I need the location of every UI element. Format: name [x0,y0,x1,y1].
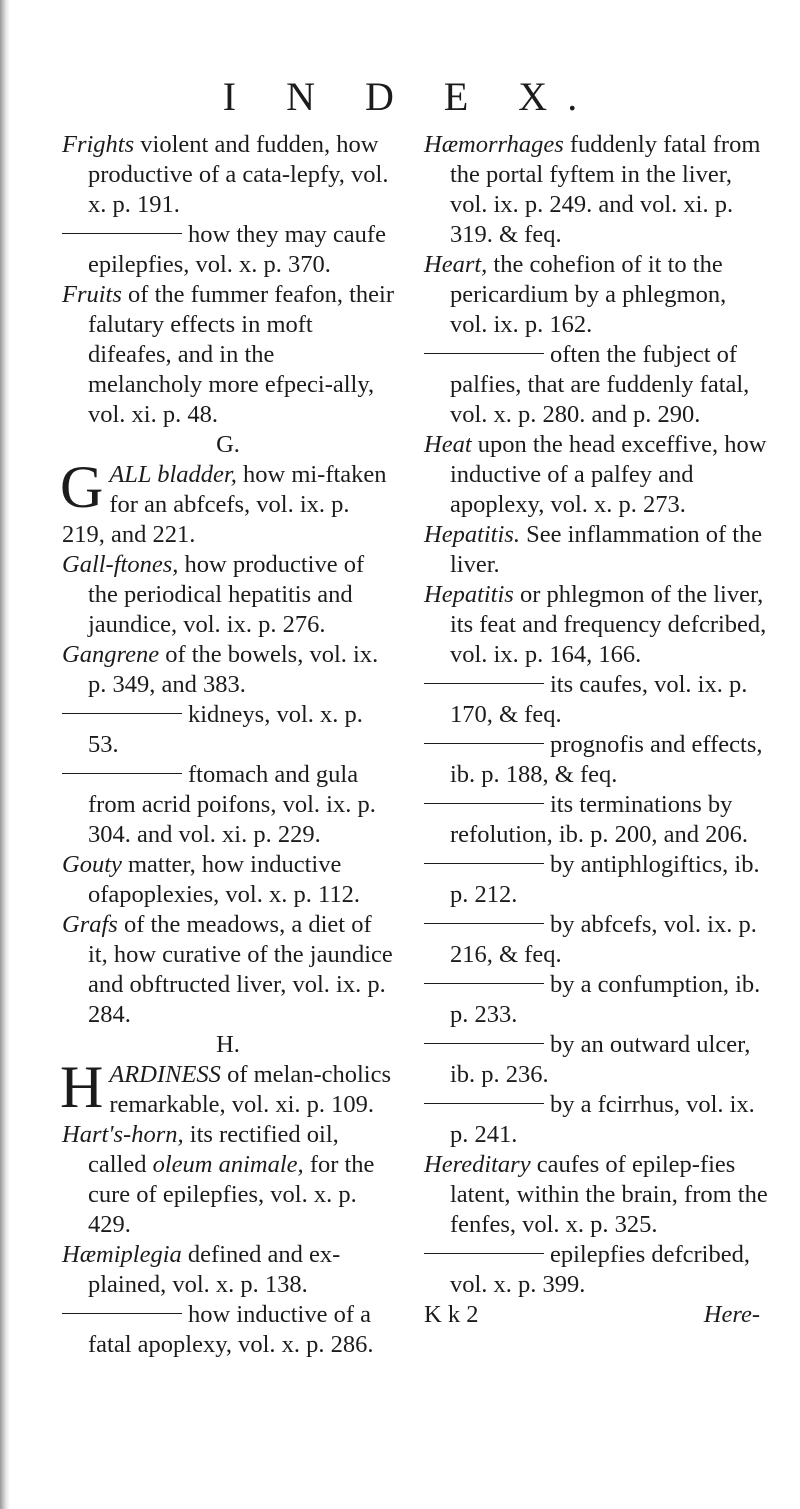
dash-rule [424,1253,544,1254]
page-title: I N D E X. [222,74,598,119]
dash-rule [424,923,544,924]
index-entry [60,454,394,550]
dash-rule [62,773,182,774]
index-entry [62,550,394,640]
index-subentry [424,1090,768,1150]
entry-text: how mi-ftaken for an abfcefs, vol. ix. p. 219, and 221. [62,461,387,548]
index-subentry [424,670,768,730]
index-entry [62,640,394,700]
left-column [62,130,394,1360]
index-subentry [424,910,768,970]
entry-head: Hæmiplegia [62,1241,182,1268]
entry-head: Heart, [424,251,488,278]
entry-head: Gouty [62,851,122,878]
index-entry [424,1150,768,1240]
entry-head: Gall-ftones, [62,551,179,578]
entry-head: Gangrene [62,641,160,668]
entry-head: Heat [424,431,472,458]
entry-text: the cohefion of it to the pericardium by a phlegmon, vol. ix. p. 162. [450,251,727,338]
entry-head: Hepatitis [424,581,514,608]
entry-text: by a confumption, ib. p. 233. [450,971,761,1028]
entry-head: ALL bladder, [109,461,237,488]
drop-cap: G [60,454,104,520]
catchword: Here- [703,1301,760,1328]
dash-rule [424,803,544,804]
entry-text: its caufes, vol. ix. p. 170, & feq. [450,671,748,728]
index-subentry [62,700,394,760]
entry-text: by an outward ulcer, ib. p. 236. [450,1031,751,1088]
signature-mark: K k 2 [424,1301,479,1328]
entry-text: by a fcirrhus, vol. ix. p. 241. [450,1091,755,1148]
entry-text: defined and ex-plained, vol. x. p. 138. [88,1241,341,1298]
index-entry [62,910,394,1030]
index-subentry [424,850,768,910]
entry-text: fuddenly fatal from the portal fyftem in the liver, vol. ix. p. 249. and vol. xi. p. 319. & feq. [450,131,761,248]
dash-rule [424,743,544,744]
index-subentry [424,1240,768,1300]
index-entry [424,130,768,250]
entry-head: Hæmorrhages [424,131,564,158]
entry-head: Hart's-horn, [62,1121,184,1148]
index-entry [62,1240,394,1300]
index-entry [62,1120,394,1240]
entry-text: often the fubject of palfies, that are fuddenly fatal, vol. x. p. 280. and p. 290. [450,341,750,428]
entry-text: by antiphlogiftics, ib. p. 212. [450,851,760,908]
index-subentry [424,730,768,790]
index-entry [424,580,768,670]
index-entry [62,130,394,220]
section-letter-h: H. [216,1031,240,1058]
drop-cap: H [60,1054,104,1120]
entry-head: Hereditary [424,1151,531,1178]
index-subentry [424,340,768,430]
index-entry [424,250,768,340]
entry-text: how they may caufe epilepfies, vol. x. p. 370. [88,221,386,278]
entry-text: of the bowels, vol. ix. p. 349, and 383. [88,641,379,698]
index-entry [424,430,768,520]
index-subentry [62,220,394,280]
entry-text: See inflammation of the liver. [450,521,763,578]
entry-text: by abfcefs, vol. ix. p. 216, & feq. [450,911,757,968]
dash-rule [424,983,544,984]
dash-rule [424,863,544,864]
page-gutter-shadow [0,0,10,1509]
dash-rule [424,353,544,354]
dash-rule [62,1313,182,1314]
entry-text: for the cure of epilepfies, vol. x. p. 429. [88,1151,375,1238]
dash-rule [62,713,182,714]
entry-text: epilepfies defcribed, vol. x. p. 399. [450,1241,750,1298]
entry-text: upon the head exceffive, how inductive of a palfey and apoplexy, vol. x. p. 273. [450,431,767,518]
right-column [424,130,768,1330]
entry-text: or phlegmon of the liver, its feat and frequency defcribed, vol. ix. p. 164, 166. [450,581,767,668]
dash-rule [62,233,182,234]
entry-head: ARDINESS [109,1061,221,1088]
index-subentry [424,790,768,850]
entry-text: its rectified oil, called [88,1121,339,1178]
dash-rule [424,1043,544,1044]
index-subentry [424,1030,768,1090]
page-footer [424,1300,768,1330]
entry-text: caufes of epilep-fies latent, within the brain, from the fenfes, vol. x. p. 325. [450,1151,768,1238]
index-subentry [62,1300,394,1360]
entry-text: kidneys, vol. x. p. 53. [88,701,363,758]
dash-rule [424,1103,544,1104]
entry-text: prognofis and effects, ib. p. 188, & feq. [450,731,763,788]
index-entry [424,520,768,580]
index-subentry [62,760,394,850]
section-letter-g: G. [216,431,240,458]
entry-head: Fruits [62,281,122,308]
index-subentry [424,970,768,1030]
index-entry [60,1054,394,1120]
index-entry [62,850,394,910]
entry-text: violent and fudden, how productive of a cata-lepfy, vol. x. p. 191. [88,131,389,218]
entry-text: how productive of the periodical hepatitis and jaundice, vol. ix. p. 276. [88,551,365,638]
entry-text: ftomach and gula from acrid poifons, vol. ix. p. 304. and vol. xi. p. 229. [88,761,376,848]
entry-head: Hepatitis. [424,521,520,548]
dash-rule [424,683,544,684]
entry-text: how inductive of a fatal apoplexy, vol. x. p. 286. [88,1301,374,1358]
entry-text: of the meadows, a diet of it, how curative of the jaundice and obftructed liver, vol. ix. p. 284. [88,911,393,1028]
index-entry [62,280,394,430]
entry-italic: oleum animale, [152,1151,304,1178]
entry-text: matter, how inductive ofapoplexies, vol. x. p. 112. [88,851,360,908]
entry-text: of melan-cholics remarkable, vol. xi. p. 109. [109,1061,392,1118]
entry-head: Grafs [62,911,118,938]
entry-text: of the fummer feafon, their falutary effects in moft difeafes, and in the melancholy more efpeci-ally, vol. xi. p. 48. [88,281,395,428]
entry-head: Frights [62,131,135,158]
entry-text: its terminations by refolution, ib. p. 200, and 206. [450,791,749,848]
